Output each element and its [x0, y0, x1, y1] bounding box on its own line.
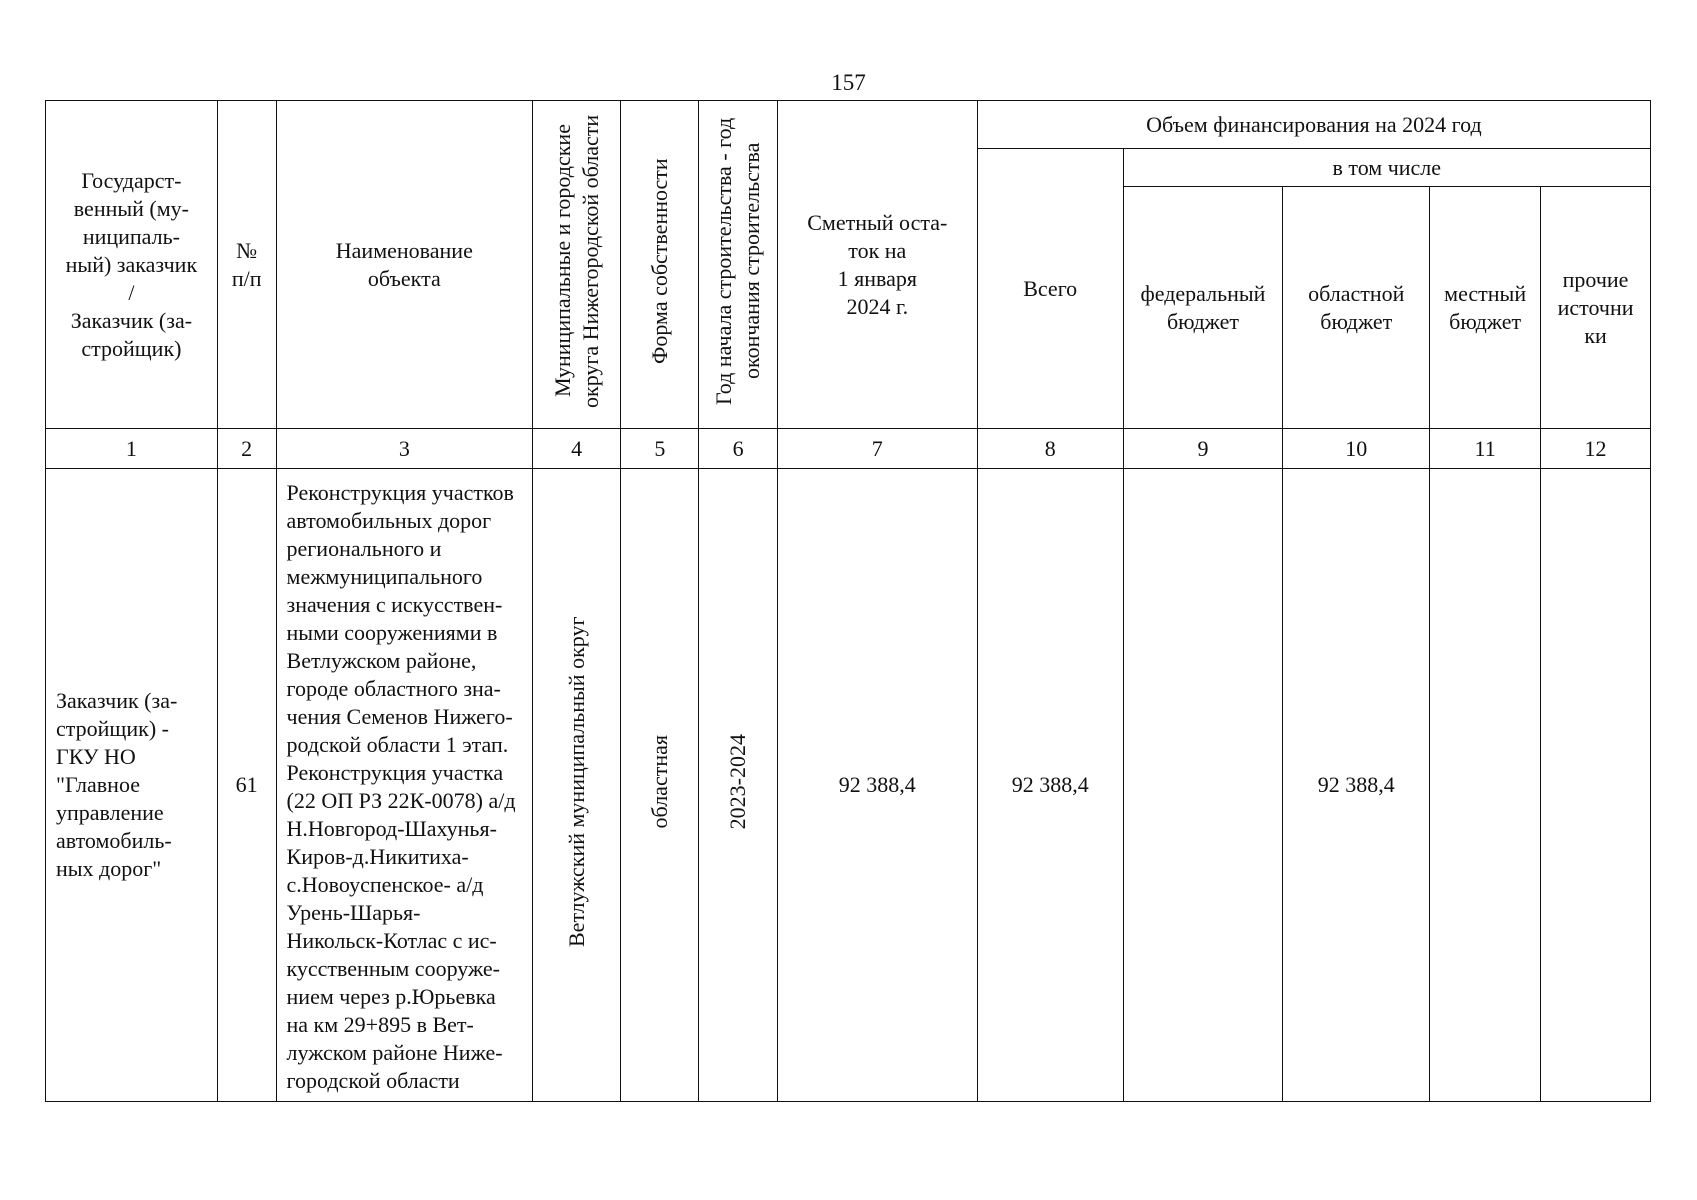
- header-other: прочие источни ки: [1541, 187, 1651, 429]
- row-total: 92 388,4: [977, 469, 1123, 1102]
- row-object-name: Реконструкция участков автомобильных дорог регионального и межмуниципального значения с искусствен- ными сооружениями в Ветлужском районе, городе областного зна- чения Семенов Нижего- родской области 1 этап. Реконструкция участка (22 ОП РЗ 22К-0078) а/д Н.Новгород-Шахунья- Киров-д.Никитиха- с.Новоуспенское- а/д Урень-Шарья- Никольск-Котлас с ис- кусственным сооруже- нием через р.Юрьевка на км 29+895 в Вет- лужском районе Ниже- городской области: [276, 469, 533, 1102]
- row-customer: Заказчик (за- стройщик) - ГКУ НО "Главное управление автомобиль- ных дорог": [46, 469, 218, 1102]
- header-municipality: [533, 101, 621, 429]
- column-number-row: [46, 429, 1651, 469]
- row-federal: [1123, 469, 1283, 1102]
- header-number: № п/п: [217, 101, 276, 429]
- column-number: 8: [977, 429, 1123, 469]
- column-number: 12: [1541, 429, 1651, 469]
- header-including: в том числе: [1123, 149, 1650, 187]
- financing-table: [45, 100, 1651, 1102]
- header-federal: федеральный бюджет: [1123, 187, 1283, 429]
- row-ownership: [621, 469, 699, 1102]
- row-regional: 92 388,4: [1283, 469, 1430, 1102]
- page-number: 157: [831, 70, 866, 95]
- row-years-text: 2023-2024: [725, 733, 751, 830]
- column-number: 6: [699, 429, 777, 469]
- row-other: [1541, 469, 1651, 1102]
- row-municipality: [533, 469, 621, 1102]
- header-years-text: Год начала строительства - год окончания строительства: [711, 117, 765, 405]
- header-regional: областной бюджет: [1283, 187, 1430, 429]
- header-object-name: Наименование объекта: [276, 101, 533, 429]
- header-customer: Государст- венный (му- ниципаль- ный) заказчик / Заказчик (за- стройщик): [46, 101, 218, 429]
- column-number: 2: [217, 429, 276, 469]
- header-ownership: [621, 101, 699, 429]
- column-number: 1: [46, 429, 218, 469]
- header-local: местный бюджет: [1430, 187, 1541, 429]
- row-number: 61: [217, 469, 276, 1102]
- header-total: Всего: [977, 149, 1123, 429]
- column-number: 3: [276, 429, 533, 469]
- column-number: 10: [1283, 429, 1430, 469]
- column-number: 4: [533, 429, 621, 469]
- column-number: 7: [777, 429, 977, 469]
- header-municipality-text: Муниципальные и городские округа Нижегородской области: [549, 114, 603, 408]
- row-local: [1430, 469, 1541, 1102]
- header-ownership-text: Форма собственности: [646, 158, 672, 364]
- column-number: 5: [621, 429, 699, 469]
- column-number: 11: [1430, 429, 1541, 469]
- header-estimated-balance: Сметный оста- ток на 1 января 2024 г.: [777, 101, 977, 429]
- row-years: [699, 469, 777, 1102]
- row-estimated-balance: 92 388,4: [777, 469, 977, 1102]
- header-row-1: [46, 101, 1651, 149]
- row-ownership-text: областная: [646, 734, 672, 829]
- header-years: [699, 101, 777, 429]
- row-municipality-text: Ветлужский муниципальный округ: [563, 616, 589, 947]
- column-number: 9: [1123, 429, 1283, 469]
- header-financing-title: Объем финансирования на 2024 год: [977, 101, 1650, 149]
- table-row: [46, 469, 1651, 1102]
